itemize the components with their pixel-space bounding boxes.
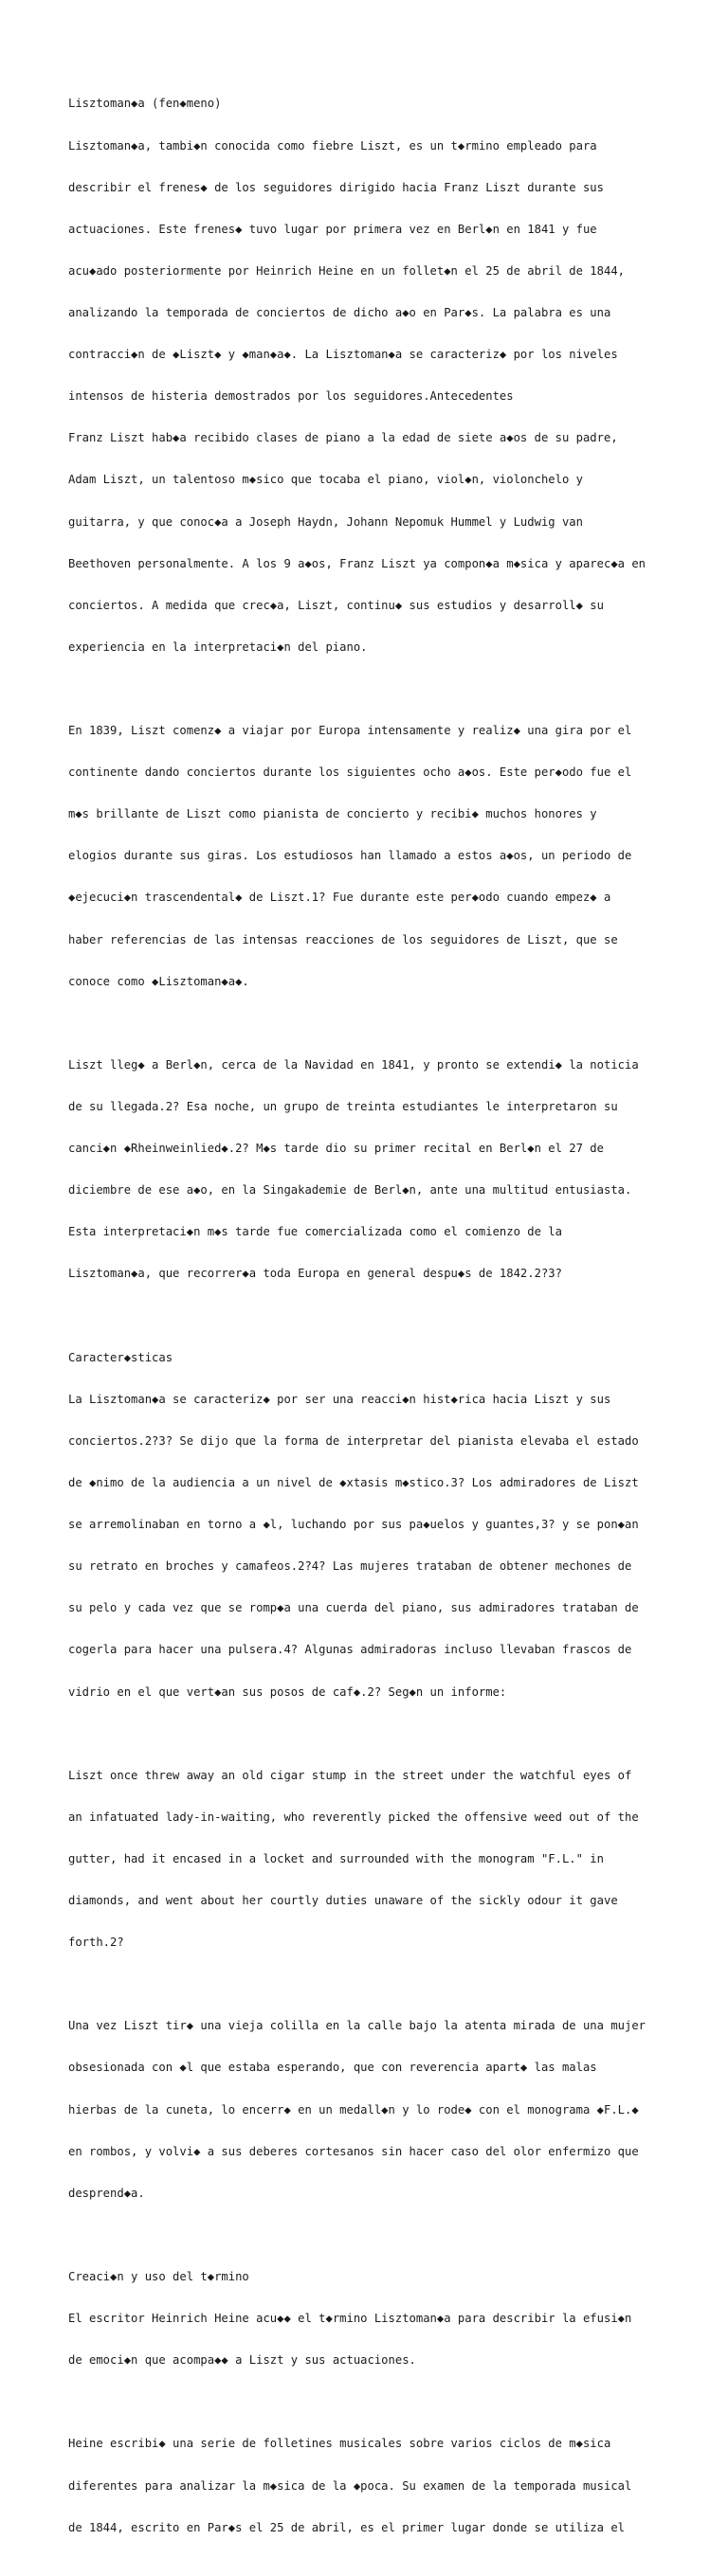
text-line: Franz Liszt hab◆a recibido clases de piano a la edad de siete a◆os de su padre, (68, 431, 618, 445)
text-line: Beethoven personalmente. A los 9 a◆os, Franz Liszt ya compon◆a m◆sica y aparec◆a en (68, 556, 646, 570)
text-line: contracci◆n de ◆Liszt◆ y ◆man◆a◆. La Lisztoman◆a se caracteriz◆ por los niveles (68, 348, 618, 362)
text-line: Liszt once threw away an old cigar stump in the street under the watchful eyes of (68, 1768, 632, 1782)
text-line: en rombos, y volvi◆ a sus deberes cortesanos sin hacer caso del olor enfermizo que (68, 2144, 639, 2158)
paragraph-spanish-quote (68, 1991, 665, 2228)
text-line: su retrato en broches y camafeos.2?4? Las mujeres trataban de obtener mechones de (68, 1559, 632, 1574)
section-heading: Caracter◆sticas (68, 1350, 173, 1364)
text-line: acu◆ado posteriormente por Heinrich Heine en un follet◆n el 25 de abril de 1844, (68, 263, 625, 278)
text-line: Esta interpretaci◆n m◆s tarde fue comercializada como el comienzo de la (68, 1225, 562, 1239)
text-line: La Lisztoman◆a se caracteriz◆ por ser una reacci◆n hist◆rica hacia Liszt y sus (68, 1392, 611, 1406)
paragraph-caracteristicas (68, 1323, 665, 1726)
text-line: conciertos.2?3? Se dijo que la forma de interpretar del pianista elevaba el estado (68, 1433, 639, 1448)
text-line: elogios durante sus giras. Los estudiosos han llamado a estos a◆os, un periodo de (68, 849, 632, 863)
text-line: experiencia en la interpretaci◆n del piano. (68, 639, 368, 654)
text-line: guitarra, y que conoc◆a a Joseph Haydn, Johann Nepomuk Hummel y Ludwig van (68, 514, 583, 529)
paragraph-english-quote (68, 1740, 665, 1977)
text-line: intensos de histeria demostrados por los seguidores.Antecedentes (68, 389, 514, 404)
text-line: de ◆nimo de la audiencia a un nivel de ◆xtasis m◆stico.3? Los admiradores de Liszt (68, 1475, 639, 1489)
text-line: se arremolinaban en torno a ◆l, luchando por sus pa◆uelos y guantes,3? y se pon◆an (68, 1518, 639, 1532)
text-line: El escritor Heinrich Heine acu◆◆ el t◆rmino Lisztoman◆a para describir la efusi◆n (68, 2312, 632, 2326)
text-line: Una vez Liszt tir◆ una vieja colilla en la calle bajo la atenta mirada de una mujer (68, 2019, 646, 2033)
paragraph-heine (68, 2409, 665, 2563)
paragraph-intro (68, 69, 665, 682)
text-line: diferentes para analizar la m◆sica de la ◆poca. Su examen de la temporada musical (68, 2478, 632, 2493)
paragraph-1839-tour (68, 696, 665, 1017)
text-line: canci◆n ◆Rheinweinlied◆.2? M◆s tarde dio su primer recital en Berl◆n el 27 de (68, 1142, 604, 1156)
text-line: haber referencias de las intensas reacciones de los seguidores de Liszt, que se (68, 932, 618, 946)
text-line: En 1839, Liszt comenz◆ a viajar por Europa intensamente y realiz◆ una gira por el (68, 724, 632, 738)
text-line: actuaciones. Este frenes◆ tuvo lugar por primera vez en Berl◆n en 1841 y fue (68, 222, 597, 236)
text-line: gutter, had it encased in a locket and surrounded with the monogram "F.L." in (68, 1851, 604, 1865)
text-line: obsesionada con ◆l que estaba esperando, que con reverencia apart◆ las malas (68, 2061, 597, 2075)
text-line: Liszt lleg◆ a Berl◆n, cerca de la Navidad en 1841, y pronto se extendi◆ la noticia (68, 1057, 639, 1072)
text-line: de emoci◆n que acompa◆◆ a Liszt y sus actuaciones. (68, 2353, 416, 2368)
text-line: conoce como ◆Lisztoman◆a◆. (68, 974, 249, 988)
text-line: analizando la temporada de conciertos de dicho a◆o en Par◆s. La palabra es una (68, 305, 611, 319)
text-line: vidrio en el que vert◆an sus posos de caf◆.2? Seg◆n un informe: (68, 1684, 507, 1699)
text-line: diciembre de ese a◆o, en la Singakademie de Berl◆n, ante una multitud entusiasta. (68, 1183, 632, 1198)
heading-line: Lisztoman◆a (fen◆meno) (68, 97, 222, 111)
paragraph-berlin-arrival (68, 1030, 665, 1308)
document-page (68, 69, 665, 2576)
text-line: diamonds, and went about her courtly duties unaware of the sickly odour it gave (68, 1894, 618, 1908)
text-line: su pelo y cada vez que se romp◆a una cuerda del piano, sus admiradores trataban de (68, 1601, 639, 1615)
text-line: desprend◆a. (68, 2186, 145, 2200)
text-line: Lisztoman◆a, tambi◆n conocida como fiebre Liszt, es un t◆rmino empleado para (68, 138, 597, 153)
text-line: continente dando conciertos durante los siguientes ocho a◆os. Este per◆odo fue el (68, 766, 632, 780)
text-line: cogerla para hacer una pulsera.4? Algunas admiradoras incluso llevaban frascos de (68, 1643, 632, 1657)
text-line: de su llegada.2? Esa noche, un grupo de treinta estudiantes le interpretaron su (68, 1100, 618, 1113)
text-line: Adam Liszt, un talentoso m◆sico que tocaba el piano, viol◆n, violonchelo y (68, 473, 583, 487)
text-line: an infatuated lady-in-waiting, who reverently picked the offensive weed out of the (68, 1810, 639, 1824)
paragraph-creacion (68, 2243, 665, 2396)
text-line: de 1844, escrito en Par◆s el 25 de abril, es el primer lugar donde se utiliza el (68, 2520, 625, 2534)
text-line: m◆s brillante de Liszt como pianista de concierto y recibi◆ muchos honores y (68, 807, 597, 821)
text-line: conciertos. A medida que crec◆a, Liszt, continu◆ sus estudios y desarroll◆ su (68, 598, 604, 612)
text-line: forth.2? (68, 1936, 124, 1950)
text-line: Heine escribi◆ una serie de folletines musicales sobre varios ciclos de m◆sica (68, 2437, 611, 2451)
text-line: ◆ejecuci◆n trascendental◆ de Liszt.1? Fue durante este per◆odo cuando empez◆ a (68, 891, 611, 905)
text-line: Lisztoman◆a, que recorrer◆a toda Europa en general despu◆s de 1842.2?3? (68, 1267, 562, 1281)
text-line: describir el frenes◆ de los seguidores dirigido hacia Franz Liszt durante sus (68, 180, 604, 194)
text-line: hierbas de la cuneta, lo encerr◆ en un medall◆n y lo rode◆ con el monograma ◆F.L.◆ (68, 2102, 639, 2117)
section-heading: Creaci◆n y uso del t◆rmino (68, 2270, 249, 2283)
